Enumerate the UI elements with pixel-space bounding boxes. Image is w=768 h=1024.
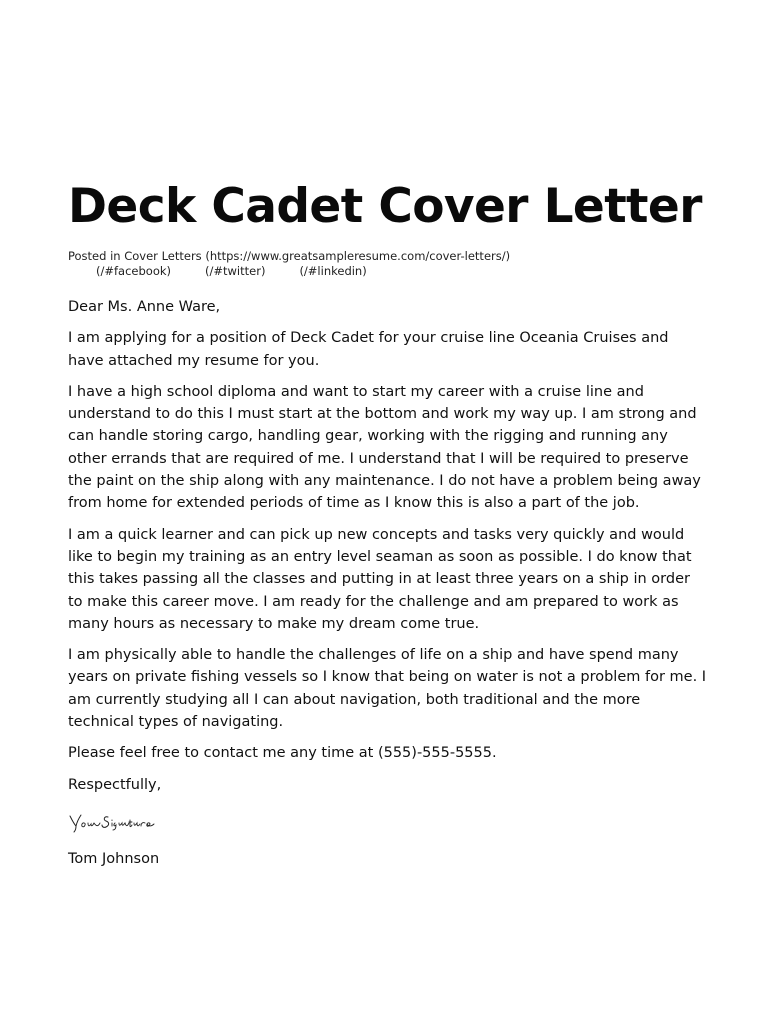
category-url: (https://www.greatsampleresume.com/cover-letters/) <box>205 249 511 263</box>
category-link[interactable] <box>124 249 510 263</box>
letter-body <box>68 296 708 870</box>
twitter-share-link[interactable]: (/#twitter) <box>205 264 266 278</box>
post-meta <box>68 249 708 279</box>
linkedin-share-link[interactable]: (/#linkedin) <box>299 264 367 278</box>
page-title: Deck Cadet Cover Letter <box>68 179 702 234</box>
closing: Respectfully, <box>68 776 162 793</box>
letter-paragraph: I am applying for a position of Deck Cadet for your cruise line Oceania Cruises and have attached my resume for you. <box>68 330 669 369</box>
posted-prefix: Posted in <box>68 249 121 263</box>
letter-paragraph: I have a high school diploma and want to start my career with a cruise line and understand to do this I must start at the bottom and work my way up. I am strong and can handle storing cargo, handling gear, working with the rigging and running any other errands that are required of me. I understand that I will be required to preserve the paint on the ship along with any maintenance. I do not have a problem being away from home for extended periods of time as I know this is also a part of the job. <box>68 383 701 512</box>
facebook-share-link[interactable]: (/#facebook) <box>96 264 172 278</box>
handwritten-signature <box>68 810 158 834</box>
signature-image <box>68 810 708 834</box>
letter-paragraph: I am a quick learner and can pick up new concepts and tasks very quickly and would like to begin my training as an entry level seaman as soon as possible. I do know that this takes passing all the classes and putting in at least three years on a ship in order to make this career move. I am ready for the challenge and am prepared to work as many hours as necessary to make my dream come true. <box>68 526 692 632</box>
letter-paragraph: I am physically able to handle the challenges of life on a ship and have spend many years on private fishing vessels so I know that being on water is not a problem for me. I am currently studying all I can about navigation, both traditional and the more technical types of navigating. <box>68 647 707 731</box>
signer-name: Tom Johnson <box>68 850 160 867</box>
share-links <box>68 264 708 279</box>
posted-in-line <box>68 249 708 264</box>
category-label: Cover Letters <box>124 249 202 263</box>
document-page <box>68 178 708 879</box>
letter-paragraph: Please feel free to contact me any time at (555)-555-5555. <box>68 745 497 762</box>
salutation: Dear Ms. Anne Ware, <box>68 299 221 315</box>
